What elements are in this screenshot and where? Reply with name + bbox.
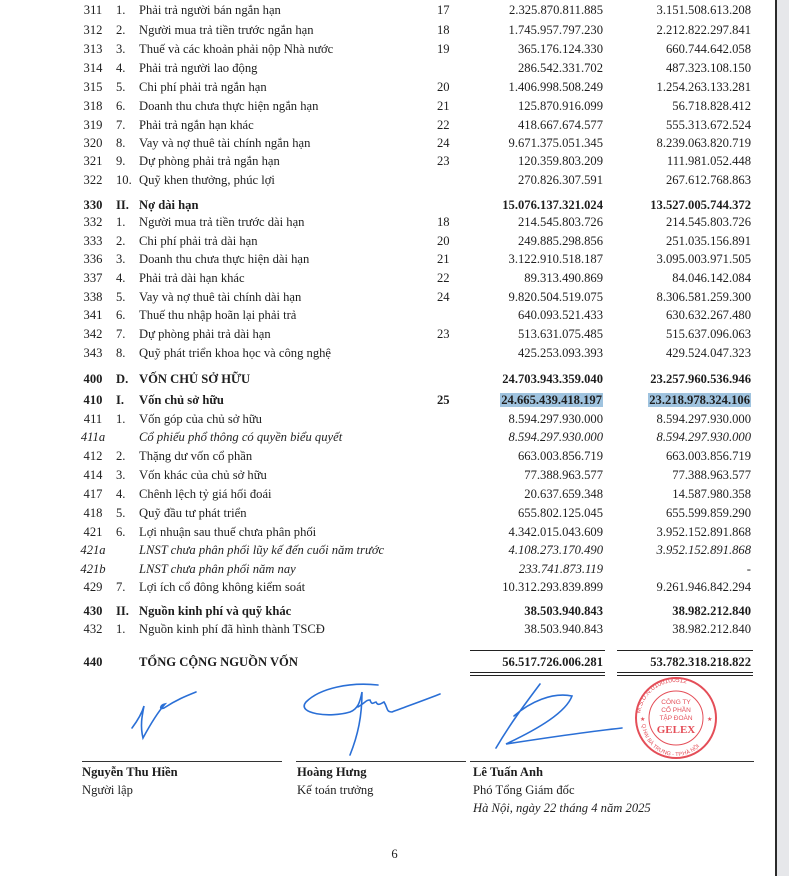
- place-date: Hà Nội, ngày 22 tháng 4 năm 2025: [473, 801, 651, 815]
- row-note: 22: [437, 271, 450, 285]
- row-label: Vay và nợ thuê tài chính dài hạn: [139, 290, 302, 304]
- table-row: [0, 560, 775, 578]
- row-code: 440: [83, 655, 103, 669]
- row-label: LNST chưa phân phối lũy kế đến cuối năm trước: [139, 543, 385, 557]
- row-code: 429: [83, 580, 103, 594]
- row-label: Lợi ích cổ đông không kiểm soát: [139, 580, 306, 594]
- signature-line-preparer: [82, 761, 282, 762]
- row-code: 311: [83, 3, 103, 17]
- table-row: [0, 116, 775, 134]
- stamp-line-2: CỔ PHẦN: [661, 707, 691, 714]
- row-label: Quỹ khen thưởng, phúc lợi: [139, 173, 275, 187]
- row-value-prior: 487.323.108.150: [665, 61, 751, 75]
- table-row: [0, 171, 775, 189]
- table-row: [0, 306, 775, 324]
- table-row: [0, 196, 775, 214]
- row-label: LNST chưa phân phối năm nay: [139, 562, 296, 576]
- table-row: [0, 344, 775, 362]
- stamp-line-4: GELEX: [656, 724, 696, 736]
- table-row: [0, 620, 775, 638]
- table-row: [0, 152, 775, 170]
- deputy-ceo-title: Phó Tổng Giám đốc: [473, 783, 575, 797]
- row-code: 333: [83, 234, 103, 248]
- table-row: [0, 232, 775, 250]
- row-code: 332: [83, 215, 103, 229]
- row-index: 7.: [116, 118, 126, 132]
- table-row: [0, 523, 775, 541]
- row-value-prior: 53.782.318.218.822: [650, 655, 751, 669]
- row-index: 5.: [116, 506, 126, 520]
- table-row: [0, 466, 775, 484]
- stamp-line-3: TẬP ĐOÀN: [659, 715, 693, 722]
- row-code: 338: [83, 290, 103, 304]
- row-label: Thặng dư vốn cổ phần: [139, 449, 253, 463]
- table-row: [0, 485, 775, 503]
- table-row: [0, 269, 775, 287]
- row-index: 7.: [116, 580, 126, 594]
- row-index: 1.: [116, 215, 126, 229]
- row-value-prior: 267.612.768.863: [665, 173, 751, 187]
- row-value-current: 663.003.856.719: [517, 449, 603, 463]
- row-value-current: 418.667.674.577: [517, 118, 603, 132]
- row-value-current: 10.312.293.839.899: [502, 580, 603, 594]
- row-value-current: 8.594.297.930.000: [508, 430, 603, 444]
- deputy-ceo-name: Lê Tuấn Anh: [473, 765, 544, 779]
- row-note: 17: [437, 3, 450, 17]
- page-number: 6: [391, 847, 398, 861]
- row-label: Chi phí phải trả ngắn hạn: [139, 80, 267, 94]
- row-note: 21: [437, 99, 450, 113]
- row-value-current: 233.741.873.119: [518, 562, 603, 576]
- row-value-current: 38.503.940.843: [524, 604, 603, 618]
- row-index: 1.: [116, 412, 126, 426]
- table-row: [0, 602, 775, 620]
- row-value-prior: 214.545.803.726: [665, 215, 751, 229]
- row-value-current: 640.093.521.433: [517, 308, 603, 322]
- row-value-prior: 14.587.980.358: [672, 487, 751, 501]
- row-code: 414: [83, 468, 103, 482]
- total-rule-top-col2: [617, 650, 753, 651]
- row-note: 22: [437, 118, 450, 132]
- row-code: 322: [83, 173, 103, 187]
- row-label: Thuế thu nhập hoãn lại phải trả: [139, 308, 297, 322]
- row-index: 6.: [116, 308, 126, 322]
- selection-highlight: 24.665.439.418.197: [501, 393, 602, 407]
- row-value-current: 2.325.870.811.885: [509, 3, 603, 17]
- row-value-prior: 23.257.960.536.946: [650, 372, 751, 386]
- row-index: 1.: [116, 3, 126, 17]
- row-index: 8.: [116, 346, 126, 360]
- row-note: 20: [437, 80, 450, 94]
- handwritten-signatures: [132, 684, 622, 755]
- row-label: Cổ phiếu phổ thông có quyền biểu quyết: [139, 430, 343, 444]
- row-code: 341: [83, 308, 103, 322]
- table-row: [0, 97, 775, 115]
- row-value-prior: 630.632.267.480: [665, 308, 751, 322]
- row-label: Phải trả người lao động: [139, 61, 258, 75]
- row-value-prior: 38.982.212.840: [672, 604, 751, 618]
- row-label: Nguồn kinh phí và quỹ khác: [139, 604, 292, 618]
- table-row: [0, 541, 775, 559]
- row-note: 23: [437, 154, 450, 168]
- row-value-current: 214.545.803.726: [517, 215, 603, 229]
- row-value-prior: 3.095.003.971.505: [656, 252, 751, 266]
- table-row: [0, 578, 775, 596]
- preparer-name: Nguyễn Thu Hiền: [82, 765, 178, 779]
- row-label: Chênh lệch tỷ giá hối đoái: [139, 487, 272, 501]
- row-label: Dự phòng phải trả dài hạn: [139, 327, 271, 341]
- row-value-current: 249.885.298.856: [517, 234, 603, 248]
- row-code: 411a: [80, 430, 106, 444]
- row-code: 342: [83, 327, 103, 341]
- row-code: 319: [83, 118, 103, 132]
- row-label: Người mua trả tiền trước dài hạn: [139, 215, 305, 229]
- row-code: 410: [83, 393, 103, 407]
- row-value-current: 4.342.015.043.609: [508, 525, 603, 539]
- row-label: Phải trả ngắn hạn khác: [139, 118, 254, 132]
- row-index: 3.: [116, 252, 126, 266]
- row-index: 6.: [116, 525, 126, 539]
- signature-line-chief-accountant: [296, 761, 466, 762]
- selection-highlight: 23.218.978.324.106: [649, 393, 750, 407]
- row-value-current: 89.313.490.869: [524, 271, 603, 285]
- row-label: TỔNG CỘNG NGUỒN VỐN: [139, 655, 298, 669]
- row-code: 421b: [80, 562, 106, 576]
- row-code: 337: [83, 271, 103, 285]
- row-index: I.: [116, 393, 125, 407]
- row-index: 1.: [116, 622, 126, 636]
- table-row: [0, 78, 775, 96]
- row-index: 4.: [116, 61, 126, 75]
- row-label: Quỹ phát triển khoa học và công nghệ: [139, 346, 331, 360]
- row-code: 314: [83, 61, 103, 75]
- row-label: Doanh thu chưa thực hiện ngắn hạn: [139, 99, 319, 113]
- row-value-current: 9.671.375.051.345: [508, 136, 603, 150]
- row-value-current: 365.176.124.330: [517, 42, 603, 56]
- row-index: II.: [116, 198, 129, 212]
- chief-accountant-title: Kế toán trưởng: [297, 783, 374, 797]
- row-index: 2.: [116, 23, 126, 37]
- row-value-current: 38.503.940.843: [524, 622, 603, 636]
- row-index: 4.: [116, 271, 126, 285]
- stamp-ring-top: M.S.D.N:0100100512: [635, 676, 688, 714]
- row-note: 19: [437, 42, 450, 56]
- row-code: 411: [83, 412, 103, 426]
- total-double-rule-col2: [617, 672, 753, 676]
- row-index: 2.: [116, 449, 126, 463]
- row-value-prior: 3.952.152.891.868: [656, 525, 751, 539]
- row-value-prior: 38.982.212.840: [672, 622, 751, 636]
- table-row: [0, 213, 775, 231]
- row-label: Doanh thu chưa thực hiện dài hạn: [139, 252, 310, 266]
- row-index: 3.: [116, 468, 126, 482]
- row-note: 18: [437, 215, 450, 229]
- row-note: 18: [437, 23, 450, 37]
- row-label: Vốn chủ sở hữu: [139, 393, 224, 407]
- row-code: 315: [83, 80, 103, 94]
- row-value-current: 513.631.075.485: [517, 327, 603, 341]
- row-label: Chi phí phải trả dài hạn: [139, 234, 258, 248]
- row-label: Vốn góp của chủ sở hữu: [139, 412, 262, 426]
- table-row: [0, 370, 775, 388]
- row-code: 312: [83, 23, 103, 37]
- row-value-prior: -: [746, 562, 751, 576]
- row-value-prior: 660.744.642.058: [665, 42, 751, 56]
- row-value-prior: [0, 391, 751, 409]
- row-note: 24: [437, 136, 450, 150]
- table-row: [0, 325, 775, 343]
- table-row: [0, 428, 775, 446]
- signature-deputy-ceo: [496, 684, 622, 748]
- row-code: 321: [83, 154, 103, 168]
- row-value-prior: 56.718.828.412: [672, 99, 751, 113]
- table-row: [0, 1, 775, 19]
- row-code: 320: [83, 136, 103, 150]
- row-code: 343: [83, 346, 103, 360]
- row-value-current: 24.703.943.359.040: [502, 372, 603, 386]
- row-value-current: 286.542.331.702: [517, 61, 603, 75]
- row-index: 2.: [116, 234, 126, 248]
- row-note: 20: [437, 234, 450, 248]
- viewer-scrollbar-track[interactable]: [777, 0, 789, 876]
- table-row: [0, 59, 775, 77]
- row-value-prior: 8.594.297.930.000: [656, 412, 751, 426]
- stamp-star-left-icon: ★: [640, 717, 646, 723]
- row-value-current: 4.108.273.170.490: [508, 543, 603, 557]
- table-row: [0, 391, 775, 409]
- table-row: [0, 288, 775, 306]
- row-value-current: 125.870.916.099: [517, 99, 603, 113]
- row-label: Phải trả dài hạn khác: [139, 271, 245, 285]
- row-code: 421a: [80, 543, 106, 557]
- stamp-star-right-icon: ★: [707, 717, 713, 723]
- row-code: 313: [83, 42, 103, 56]
- row-code: 430: [83, 604, 103, 618]
- row-code: 400: [83, 372, 103, 386]
- signature-line-deputy-ceo: [470, 761, 754, 762]
- row-value-prior: 8.594.297.930.000: [656, 430, 751, 444]
- row-index: 7.: [116, 327, 126, 341]
- row-value-current: 9.820.504.519.075: [508, 290, 603, 304]
- row-index: 9.: [116, 154, 126, 168]
- row-note: 24: [437, 290, 450, 304]
- row-label: Vốn khác của chủ sở hữu: [139, 468, 267, 482]
- row-value-prior: 251.035.156.891: [665, 234, 751, 248]
- row-label: Nguồn kinh phí đã hình thành TSCĐ: [139, 622, 325, 636]
- row-note: 21: [437, 252, 450, 266]
- table-row: [0, 504, 775, 522]
- row-label: Quỹ đầu tư phát triển: [139, 506, 247, 520]
- table-row: [0, 40, 775, 58]
- row-label: Dự phòng phải trả ngắn hạn: [139, 154, 280, 168]
- row-value-current: 425.253.093.393: [517, 346, 603, 360]
- row-index: 6.: [116, 99, 126, 113]
- row-code: 417: [83, 487, 103, 501]
- table-row: [0, 653, 775, 671]
- table-row: [0, 410, 775, 428]
- row-value-current: 1.406.998.508.249: [508, 80, 603, 94]
- row-value-prior: 3.151.508.613.208: [656, 3, 751, 17]
- row-code: 421: [83, 525, 103, 539]
- row-index: 8.: [116, 136, 126, 150]
- table-row: [0, 250, 775, 268]
- row-value-current: 270.826.307.591: [517, 173, 603, 187]
- row-value-current: 20.637.659.348: [524, 487, 603, 501]
- row-index: 5.: [116, 290, 126, 304]
- row-value-prior: 3.952.152.891.868: [656, 543, 751, 557]
- row-value-prior: 655.599.859.290: [665, 506, 751, 520]
- row-value-prior: 429.524.047.323: [665, 346, 751, 360]
- row-value-prior: 111.981.052.448: [666, 154, 751, 168]
- row-value-current: 77.388.963.577: [524, 468, 603, 482]
- table-row: [0, 21, 775, 39]
- row-value-prior: 77.388.963.577: [672, 468, 751, 482]
- row-label: Lợi nhuận sau thuế chưa phân phối: [139, 525, 317, 539]
- row-index: 10.: [116, 173, 132, 187]
- row-value-current: 3.122.910.518.187: [508, 252, 603, 266]
- row-label: VỐN CHỦ SỞ HỮU: [139, 372, 251, 386]
- row-value-prior: 1.254.263.133.281: [656, 80, 751, 94]
- row-code: 418: [83, 506, 103, 520]
- row-label: Nợ dài hạn: [139, 198, 199, 212]
- row-value-prior: 555.313.672.524: [665, 118, 751, 132]
- row-value-current: 15.076.137.321.024: [502, 198, 603, 212]
- row-value-current: 8.594.297.930.000: [508, 412, 603, 426]
- row-label: Vay và nợ thuê tài chính ngắn hạn: [139, 136, 311, 150]
- row-label: Phải trả người bán ngắn hạn: [139, 3, 281, 17]
- chief-accountant-name: Hoàng Hưng: [297, 765, 367, 779]
- row-value-current: 1.745.957.797.230: [508, 23, 603, 37]
- preparer-title: Người lập: [82, 783, 133, 797]
- table-row: [0, 447, 775, 465]
- row-label: Người mua trả tiền trước ngắn hạn: [139, 23, 314, 37]
- row-code: 330: [83, 198, 103, 212]
- row-index: II.: [116, 604, 129, 618]
- row-label: Thuế và các khoản phải nộp Nhà nước: [139, 42, 334, 56]
- row-index: D.: [116, 372, 129, 386]
- row-code: 432: [83, 622, 103, 636]
- row-code: 318: [83, 99, 103, 113]
- stamp-ring-bottom: Q.HAI BÀ TRƯNG - TP.HÀ NỘI: [640, 723, 702, 759]
- row-note: 25: [437, 393, 450, 407]
- row-value-prior: 8.306.581.259.300: [656, 290, 751, 304]
- row-value-prior: 663.003.856.719: [665, 449, 751, 463]
- row-code: 412: [83, 449, 103, 463]
- row-value-prior: 2.212.822.297.841: [656, 23, 751, 37]
- row-index: 3.: [116, 42, 126, 56]
- signature-preparer: [132, 692, 196, 738]
- row-value-current: 655.802.125.045: [517, 506, 603, 520]
- row-value-prior: 8.239.063.820.719: [656, 136, 751, 150]
- row-index: 5.: [116, 80, 126, 94]
- row-value-prior: 13.527.005.744.372: [650, 198, 751, 212]
- row-value-current: 56.517.726.006.281: [502, 655, 603, 669]
- company-stamp: [635, 677, 716, 758]
- row-value-current: 120.359.803.209: [517, 154, 603, 168]
- total-double-rule-col1: [470, 672, 605, 676]
- stamp-line-1: CÔNG TY: [661, 699, 691, 706]
- row-value-prior: 9.261.946.842.294: [656, 580, 751, 594]
- row-index: 4.: [116, 487, 126, 501]
- row-value-prior: 84.046.142.084: [672, 271, 751, 285]
- table-row: [0, 134, 775, 152]
- row-note: 23: [437, 327, 450, 341]
- row-code: 336: [83, 252, 103, 266]
- row-value-prior: 515.637.096.063: [665, 327, 751, 341]
- total-rule-top-col1: [470, 650, 605, 651]
- signature-chief-accountant: [304, 684, 440, 755]
